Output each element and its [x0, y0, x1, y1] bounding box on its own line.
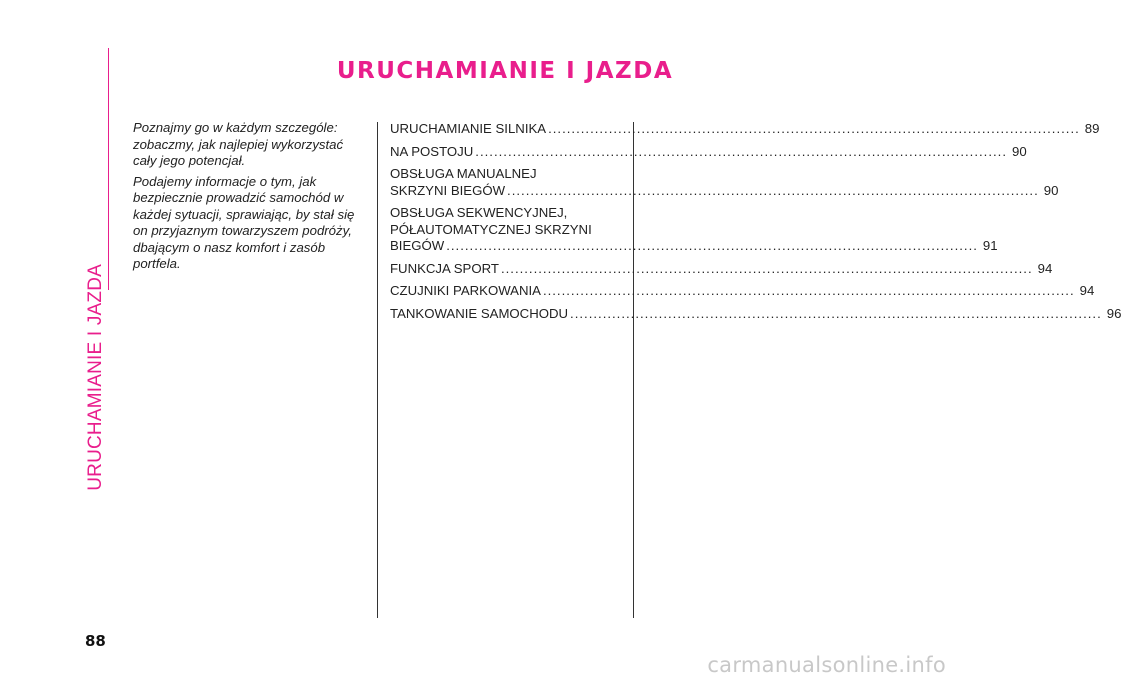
intro-paragraph-1: Poznajmy go w każdym szczególe: zobaczmy, jak najlepiej wykorzystać cały jego potencjał. — [133, 120, 344, 168]
toc-entry-label: CZUJNIKI PARKOWANIA — [390, 283, 541, 298]
toc-entry[interactable] — [390, 283, 1095, 300]
toc-entry[interactable] — [390, 121, 1100, 138]
toc-leader-dots — [446, 238, 978, 255]
toc-entry-page: 94 — [1079, 283, 1095, 298]
toc-leader-dots — [507, 183, 1039, 200]
toc-entry-line: OBSŁUGA MANUALNEJ — [390, 166, 537, 181]
toc-entry-line: PÓŁAUTOMATYCZNEJ SKRZYNI — [390, 221, 592, 237]
toc-entry[interactable] — [390, 305, 1121, 323]
toc-entry[interactable] — [390, 143, 1027, 161]
side-tab — [84, 48, 108, 491]
side-tab-text: URUCHAMIANIE I JAZDA — [85, 264, 106, 491]
page-number: 88 — [85, 632, 106, 650]
toc-leader-dots — [543, 283, 1075, 300]
toc-leader-dots — [548, 121, 1080, 138]
toc-entry-page: 90 — [1043, 182, 1059, 198]
toc-entry-page: 94 — [1037, 260, 1053, 276]
toc-entry[interactable] — [390, 166, 1059, 199]
toc-entry-page: 90 — [1011, 143, 1027, 159]
toc-entry-label: TANKOWANIE SAMOCHODU — [390, 305, 569, 321]
toc-entry-label: BIEGÓW — [390, 238, 445, 253]
toc-entry-line: OBSŁUGA SEKWENCYJNEJ, — [390, 205, 568, 220]
table-of-contents — [390, 121, 1121, 328]
toc-entry[interactable] — [390, 260, 1053, 278]
intro-text — [133, 120, 365, 277]
intro-paragraph-2: Podajemy informacje o tym, jak bezpiecznie prowadzić samochód w każdej sytuacji, sprawiając, by stał się on przyjaznym towarzyszem podróży, dbającym o nasz komfort i zasób portfela. — [133, 173, 355, 271]
toc-entry-label: FUNKCJA SPORT — [390, 260, 499, 276]
toc-leader-dots — [475, 144, 1007, 161]
column-divider-left — [377, 122, 378, 618]
side-rule — [108, 48, 109, 290]
watermark: carmanualsonline.info — [707, 653, 946, 677]
toc-leader-dots — [501, 261, 1033, 278]
toc-entry-page: 91 — [982, 238, 998, 253]
toc-entry[interactable] — [390, 205, 998, 255]
toc-entry-page: 96 — [1106, 305, 1121, 321]
toc-leader-dots — [570, 306, 1102, 323]
toc-entry-page: 89 — [1084, 121, 1100, 136]
toc-entry-label: NA POSTOJU — [390, 143, 474, 159]
toc-entry-label: URUCHAMIANIE SILNIKA — [390, 121, 547, 136]
toc-entry-label: SKRZYNI BIEGÓW — [390, 182, 506, 198]
chapter-title: URUCHAMIANIE I JAZDA — [336, 58, 674, 84]
